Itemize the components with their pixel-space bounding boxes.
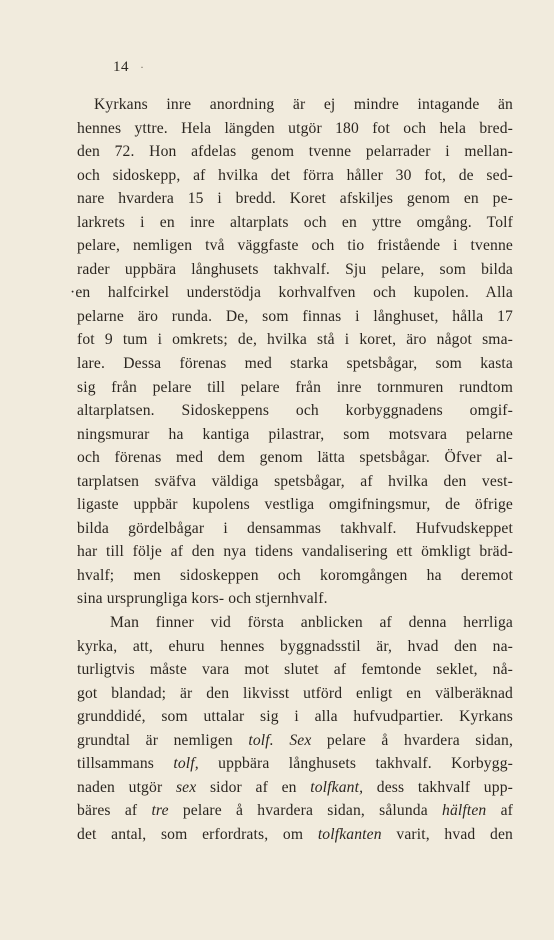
text-line: ·en halfcirkel understödja korhvalfven och kupolen. Alla <box>70 284 513 302</box>
text-line: nare hvardera 15 i bredd. Koret afskiljes genom en pe- <box>77 190 513 208</box>
text-run <box>274 732 290 749</box>
text-line: turligtvis måste vara mot slutet af femtonde seklet, nå- <box>77 661 513 679</box>
text-line: sig från pelare till pelare från inre tornmuren rundtom <box>77 378 513 396</box>
text-line: Kyrkans inre anordning är ej mindre intagande än <box>94 96 513 113</box>
emphasis-run: tolf. <box>248 731 274 749</box>
text-line: rader uppbära långhusets takhvalf. Sju pelare, som bilda <box>77 260 513 278</box>
emphasis-run: tolfkant, <box>310 778 364 796</box>
text-run: det antal, som erfordrats, om <box>77 825 318 843</box>
text-run: tillsammans <box>77 755 174 773</box>
text-line: har till följe af den nya tidens vandalisering ett ömkligt bräd- <box>77 543 513 561</box>
emphasis-run: hälften <box>442 802 487 820</box>
emphasis-run: Sex <box>289 731 312 749</box>
text-line: pelarne äro runda. De, som finnas i långhuset, hålla 17 <box>77 307 513 325</box>
text-line: hennes yttre. Hela längden utgör 180 fot och hela bred- <box>77 119 513 137</box>
text-line: och förenas med dem genom lätta spetsbågar. Öfver al- <box>77 449 513 467</box>
text-run: pelare å hvardera sidan, <box>311 731 513 749</box>
emphasis-run: tre <box>151 802 169 820</box>
text-line: den 72. Hon afdelas genom tvenne pelarrader i mellan- <box>77 143 513 161</box>
text-line: kyrka, att, ehuru hennes byggnadsstil är, hvad den na- <box>77 637 513 655</box>
emphasis-run: tolf, <box>173 755 199 773</box>
text-line <box>77 823 513 847</box>
text-line: bilda gördelbågar i densammas takhvalf. Hufvudskeppet <box>77 519 513 537</box>
page-number: 14 <box>113 59 129 75</box>
text-run: uppbära långhusets takhvalf. Korbygg- <box>198 755 513 773</box>
body-text <box>70 93 513 847</box>
text-run: dess takhvalf upp- <box>363 778 513 796</box>
text-line: got blandad; är den likvisst utförd enligt en välberäknad <box>77 684 513 702</box>
text-run: pelare å hvardera sidan, sålunda <box>168 802 443 820</box>
text-line: och sidoskepp, af hvilka det förra håller 30 fot, de sed- <box>77 166 513 184</box>
text-run: af <box>486 802 513 820</box>
text-line: ligaste uppbär kupolens vestliga omgifningsmur, de öfrige <box>77 496 513 514</box>
text-line: hvalf; men sidoskeppen och koromgången ha deremot <box>77 566 513 584</box>
text-run: grundtal är nemligen <box>77 731 249 749</box>
text-run: naden utgör <box>77 778 176 796</box>
text-line <box>77 799 513 823</box>
page-mark: · <box>140 60 144 74</box>
text-run: varit, hvad den <box>381 825 513 843</box>
text-line: lare. Dessa förenas med starka spetsbågar, som kasta <box>77 355 513 373</box>
text-line <box>77 729 513 753</box>
text-line: altarplatsen. Sidoskeppens och korbyggnadens omgif- <box>77 402 513 420</box>
text-line: tarplatsen sväfva väldiga spetsbågar, af hvilka den vest- <box>77 472 513 490</box>
text-line <box>77 752 513 776</box>
text-line: ningsmurar ha kantiga pilastrar, som motsvara pelarne <box>77 425 513 443</box>
text-line: larkrets i en inre altarplats och en yttre omgång. Tolf <box>77 213 513 231</box>
text-line <box>77 776 513 800</box>
text-run: sidor af en <box>196 778 311 796</box>
emphasis-run: sex <box>175 778 197 796</box>
text-line: sina ursprungliga kors- och stjernhvalf. <box>77 590 328 608</box>
emphasis-run: tolfkanten <box>317 825 382 843</box>
text-line: fot 9 tum i omkrets; de, hvilka stå i koret, äro något sma- <box>77 331 513 349</box>
text-run: bäres af <box>77 802 152 820</box>
text-line: pelare, nemligen två väggfaste och tio fristående i tvenne <box>77 237 513 255</box>
text-line: grunddidé, som uttalar sig i alla hufvudpartier. Kyrkans <box>77 708 513 726</box>
text-line: Man finner vid första anblicken af denna herrliga <box>110 614 513 632</box>
